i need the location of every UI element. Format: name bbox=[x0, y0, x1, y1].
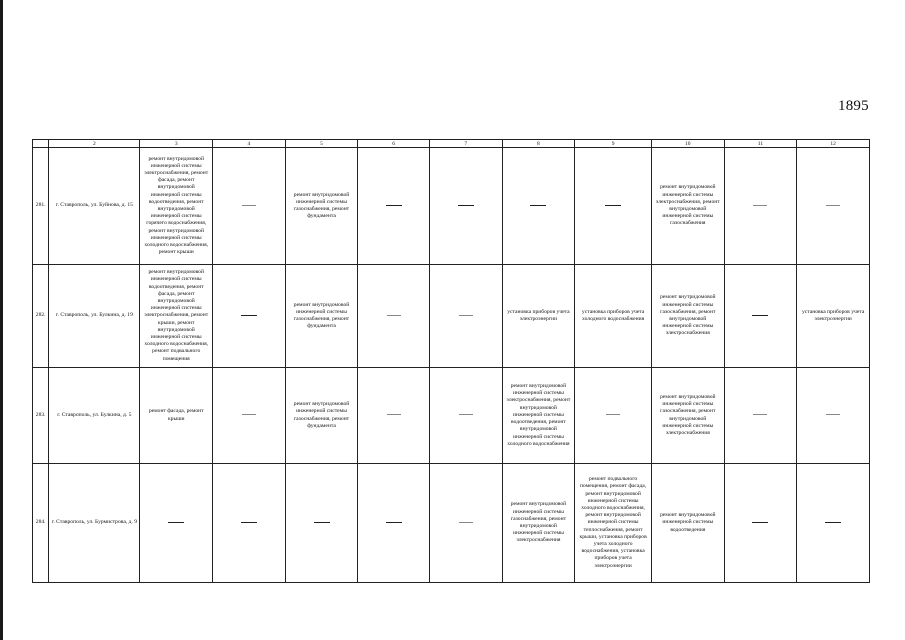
row-number: 283. bbox=[33, 368, 49, 464]
table-header bbox=[33, 140, 870, 148]
cell-col-12 bbox=[797, 464, 870, 583]
cell-col-9: установка приборов учета холодного водоснабжения bbox=[575, 265, 652, 368]
empty-dash bbox=[242, 414, 256, 415]
cell-col-10: ремонт внутридомовой инженерной системы водоотведения bbox=[651, 464, 724, 583]
table-row bbox=[33, 464, 870, 583]
column-header: 3 bbox=[140, 140, 213, 148]
empty-dash bbox=[752, 315, 768, 316]
cell-col-12: установка приборов учета электроэнергии bbox=[797, 265, 870, 368]
empty-dash bbox=[242, 205, 256, 206]
cell-col-11 bbox=[724, 265, 797, 368]
empty-dash bbox=[386, 522, 402, 523]
column-header: 7 bbox=[429, 140, 502, 148]
cell-col-7 bbox=[429, 464, 502, 583]
empty-dash bbox=[825, 522, 841, 523]
scan-left-edge bbox=[0, 0, 3, 640]
address-cell: г. Ставрополь, ул. Бурмистрова, д. 9 bbox=[49, 464, 140, 583]
cell-col-4 bbox=[213, 368, 286, 464]
column-header: 12 bbox=[797, 140, 870, 148]
table-row bbox=[33, 265, 870, 368]
empty-dash bbox=[168, 522, 184, 523]
cell-col-7 bbox=[429, 148, 502, 265]
column-header: 10 bbox=[651, 140, 724, 148]
column-header: 4 bbox=[213, 140, 286, 148]
column-header: 9 bbox=[575, 140, 652, 148]
empty-dash bbox=[459, 315, 473, 316]
repair-schedule-table bbox=[32, 139, 870, 583]
empty-dash bbox=[387, 414, 401, 415]
cell-col-3 bbox=[140, 464, 213, 583]
column-header: 5 bbox=[285, 140, 358, 148]
cell-col-6 bbox=[358, 464, 430, 583]
empty-dash bbox=[530, 205, 546, 206]
cell-col-7 bbox=[429, 368, 502, 464]
cell-col-6 bbox=[358, 148, 430, 265]
column-header: 11 bbox=[724, 140, 797, 148]
empty-dash bbox=[606, 414, 620, 415]
empty-dash bbox=[386, 205, 402, 206]
cell-col-5 bbox=[285, 464, 358, 583]
empty-dash bbox=[752, 522, 768, 523]
cell-col-12 bbox=[797, 368, 870, 464]
empty-dash bbox=[826, 205, 840, 206]
cell-col-5: ремонт внутридомовой инженерной системы газоснабжения, ремонт фундамента bbox=[285, 265, 358, 368]
cell-col-11 bbox=[724, 464, 797, 583]
page-number: 1895 bbox=[838, 98, 869, 114]
row-number: 282. bbox=[33, 265, 49, 368]
empty-dash bbox=[753, 205, 767, 206]
column-header bbox=[33, 140, 49, 148]
cell-col-9 bbox=[575, 368, 652, 464]
cell-col-10: ремонт внутридомовой инженерной системы электроснабжения, ремонт внутридомовой инженерной системы газоснабжения bbox=[651, 148, 724, 265]
cell-col-9: ремонт подвального помещения, ремонт фасада, ремонт внутридомовой инженерной системы холодного водоснабжения, ремонт внутридомовой инженерной системы теплоснабжения, ремонт крыши, установка приборов учета холодного водоснабжения, установка приборов учета электроэнергии bbox=[575, 464, 652, 583]
cell-col-3: ремонт внутридомовой инженерной системы водоотведения, ремонт фасада, ремонт внутридомовой инженерной системы электроснабжения, ремонт крыши, ремонт внутридомовой инженерной системы холодного водоснабжения, ремонт подвального помещения bbox=[140, 265, 213, 368]
cell-col-10: ремонт внутридомовой инженерной системы газоснабжения, ремонт внутридомовой инженерной системы электроснабжения bbox=[651, 368, 724, 464]
table-body bbox=[33, 148, 870, 583]
cell-col-5: ремонт внутридомовой инженерной системы газоснабжения, ремонт фундамента bbox=[285, 148, 358, 265]
empty-dash bbox=[241, 522, 257, 523]
cell-col-12 bbox=[797, 148, 870, 265]
row-number: 284. bbox=[33, 464, 49, 583]
cell-col-7 bbox=[429, 265, 502, 368]
address-cell: г. Ставрополь, ул. Булкина, д. 5 bbox=[49, 368, 140, 464]
table-row bbox=[33, 368, 870, 464]
empty-dash bbox=[826, 414, 840, 415]
cell-col-8: установка приборов учета электроэнергии bbox=[502, 265, 575, 368]
empty-dash bbox=[314, 522, 330, 523]
cell-col-3: ремонт фасада, ремонт крыши bbox=[140, 368, 213, 464]
cell-col-3: ремонт внутридомовой инженерной системы электроснабжения, ремонт фасада, ремонт внутридомовой инженерной системы водоотведения, ремонт внутридомовой инженерной системы горячего водоснабжения, ремонт внутридомовой инженерной системы холодного водоснабжения, ремонт крыши bbox=[140, 148, 213, 265]
cell-col-8 bbox=[502, 148, 575, 265]
cell-col-8: ремонт внутридомовой инженерной системы электроснабжения, ремонт внутридомовой инженерной системы водоотведения, ремонт внутридомовой инженерной системы холодного водоснабжения bbox=[502, 368, 575, 464]
cell-col-4 bbox=[213, 148, 286, 265]
table-row bbox=[33, 148, 870, 265]
empty-dash bbox=[458, 205, 474, 206]
row-number: 281. bbox=[33, 148, 49, 265]
cell-col-6 bbox=[358, 368, 430, 464]
cell-col-4 bbox=[213, 464, 286, 583]
empty-dash bbox=[387, 315, 401, 316]
cell-col-5: ремонт внутридомовой инженерной системы газоснабжения, ремонт фундамента bbox=[285, 368, 358, 464]
empty-dash bbox=[459, 522, 473, 523]
cell-col-10: ремонт внутридомовой инженерной системы газоснабжения, ремонт внутридомовой инженерной системы электроснабжения bbox=[651, 265, 724, 368]
cell-col-11 bbox=[724, 368, 797, 464]
empty-dash bbox=[753, 414, 767, 415]
empty-dash bbox=[605, 205, 621, 206]
column-header: 8 bbox=[502, 140, 575, 148]
cell-col-9 bbox=[575, 148, 652, 265]
empty-dash bbox=[459, 414, 473, 415]
cell-col-6 bbox=[358, 265, 430, 368]
cell-col-8: ремонт внутридомовой инженерной системы газоснабжения, ремонт внутридомовой инженерной системы электроснабжения bbox=[502, 464, 575, 583]
address-cell: г. Ставрополь, ул. Буйнова, д. 15 bbox=[49, 148, 140, 265]
address-cell: г. Ставрополь, ул. Булкина, д. 19 bbox=[49, 265, 140, 368]
cell-col-4 bbox=[213, 265, 286, 368]
cell-col-11 bbox=[724, 148, 797, 265]
column-header: 2 bbox=[49, 140, 140, 148]
empty-dash bbox=[241, 315, 257, 316]
column-header: 6 bbox=[358, 140, 430, 148]
